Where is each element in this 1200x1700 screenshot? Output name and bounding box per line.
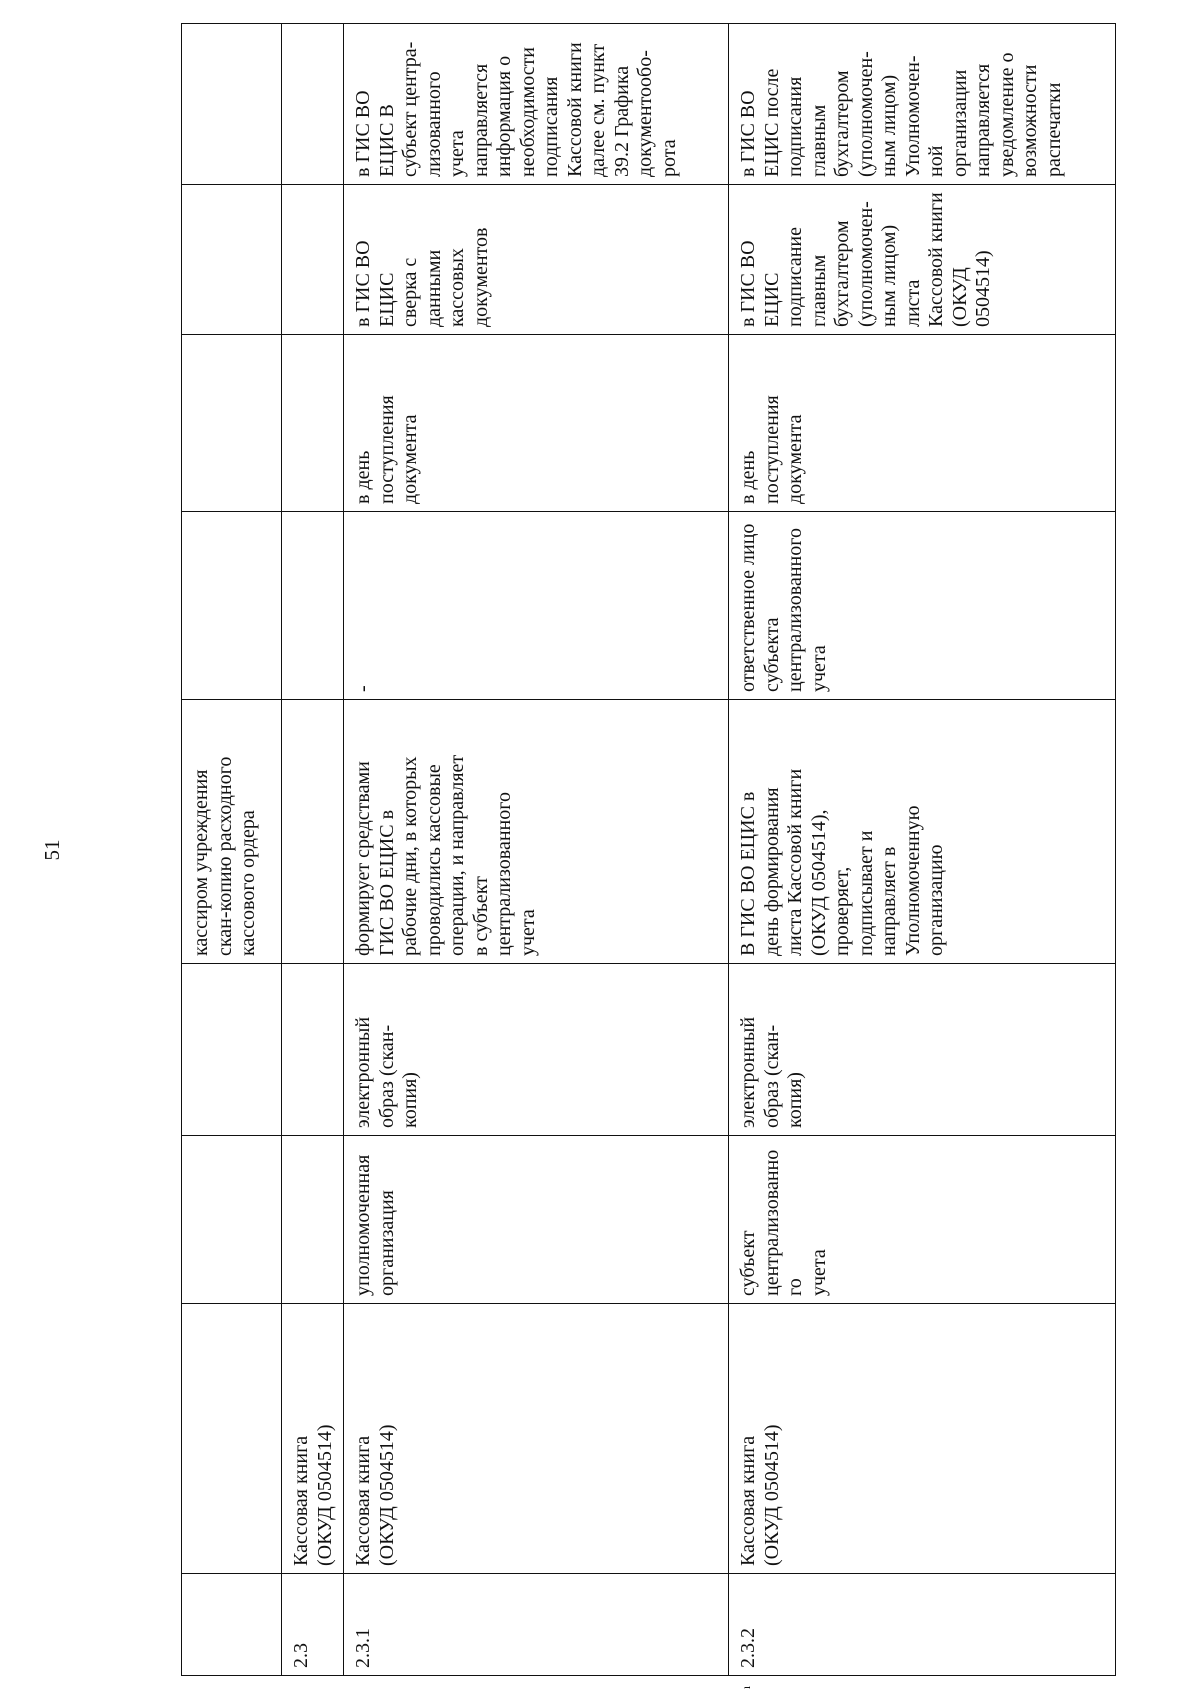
- table-cell: [182, 335, 282, 512]
- table-cell: [182, 1136, 282, 1304]
- cell-text: Кассовая книга (ОКУД 0504514): [290, 1424, 336, 1566]
- cell-text: в ГИС ВО ЕЦИС подписание главным бухгалтером (уполномочен- ным лицом) листа Кассовой книги (ОКУД 0504514): [737, 192, 994, 327]
- table-cell: [282, 1136, 344, 1304]
- cell-text: электронный образ (скан- копия): [737, 1016, 806, 1128]
- table-cell: [729, 1574, 1116, 1676]
- footer-mark: ı: [739, 1685, 754, 1690]
- table-cell: [729, 1304, 1116, 1574]
- table-cell: [729, 964, 1116, 1136]
- cell-text: субъект централизованного учета: [737, 1149, 830, 1296]
- table-cell: [344, 185, 729, 335]
- table-cell: [729, 185, 1116, 335]
- table-cell: [282, 335, 344, 512]
- cell-text: -: [352, 685, 374, 692]
- table-cell: [344, 512, 729, 700]
- table-cell: [344, 700, 729, 964]
- rotated-table-container: [181, 24, 1113, 1676]
- table-cell: [344, 1574, 729, 1676]
- table-cell: [182, 964, 282, 1136]
- table-cell: [282, 1574, 344, 1676]
- table-row: [282, 24, 344, 1676]
- cell-text: кассиром учреждения скан-копию расходного кассового ордера: [190, 756, 259, 956]
- table-cell: [282, 964, 344, 1136]
- cell-text: ответственное лицо субъекта централизованного учета: [737, 523, 830, 692]
- document-flow-table: [181, 23, 1116, 1676]
- table-cell: [344, 335, 729, 512]
- cell-text: в ГИС ВО ЕЦИС после подписания главным бухгалтером (уполномочен- ным лицом) Уполномочен- ной организации направляется уведомление о возможности распечатки: [737, 51, 1065, 177]
- cell-text: в день поступления документа: [352, 395, 421, 504]
- table-cell: [344, 24, 729, 185]
- cell-text: в ГИС ВО ЕЦИС сверка с данными кассовых документов: [352, 227, 492, 327]
- table-cell: [729, 700, 1116, 964]
- cell-text: В ГИС ВО ЕЦИС в день формирования листа Кассовой книги (ОКУД 0504514), проверяет, подписывает и направляет в Уполномоченную организацию: [737, 768, 947, 956]
- table-cell: [344, 1304, 729, 1574]
- table-cell: [182, 1574, 282, 1676]
- table-row: [182, 24, 282, 1676]
- table-cell: [182, 185, 282, 335]
- table-cell: [729, 335, 1116, 512]
- table-cell: [344, 1136, 729, 1304]
- table-cell: [729, 512, 1116, 700]
- table-cell: [729, 1136, 1116, 1304]
- cell-text: электронный образ (скан- копия): [352, 1016, 421, 1128]
- table-cell: [182, 1304, 282, 1574]
- table-cell: [282, 700, 344, 964]
- table-cell: [344, 964, 729, 1136]
- cell-text: формирует средствами ГИС ВО ЕЦИС в рабочие дни, в которых проводились кассовые операции, и направляет в субъект централизованного учета: [352, 754, 539, 956]
- table-cell: [729, 24, 1116, 185]
- table-cell: [282, 1304, 344, 1574]
- table-row: [729, 24, 1116, 1676]
- table-cell: [182, 24, 282, 185]
- cell-text: 2.3.1: [352, 1628, 374, 1668]
- cell-text: уполномоченная организация: [352, 1154, 398, 1296]
- cell-text: 2.3: [290, 1643, 312, 1668]
- table-row: [344, 24, 729, 1676]
- cell-text: 2.3.2: [737, 1628, 759, 1668]
- table-cell: [282, 185, 344, 335]
- cell-text: в день поступления документа: [737, 395, 806, 504]
- cell-text: Кассовая книга (ОКУД 0504514): [352, 1424, 398, 1566]
- table-body: [182, 24, 1116, 1676]
- cell-text: в ГИС ВО ЕЦИС В субъект центра- лизованного учета направляется информация о необходимости подписания Кассовой книги далее см. пункт 39.2 Графика документообо- рота: [352, 41, 680, 177]
- table-cell: [182, 512, 282, 700]
- table-cell: [182, 700, 282, 964]
- table-cell: [282, 512, 344, 700]
- cell-text: Кассовая книга (ОКУД 0504514): [737, 1424, 783, 1566]
- page-number: 51: [40, 839, 64, 861]
- table-cell: [282, 24, 344, 185]
